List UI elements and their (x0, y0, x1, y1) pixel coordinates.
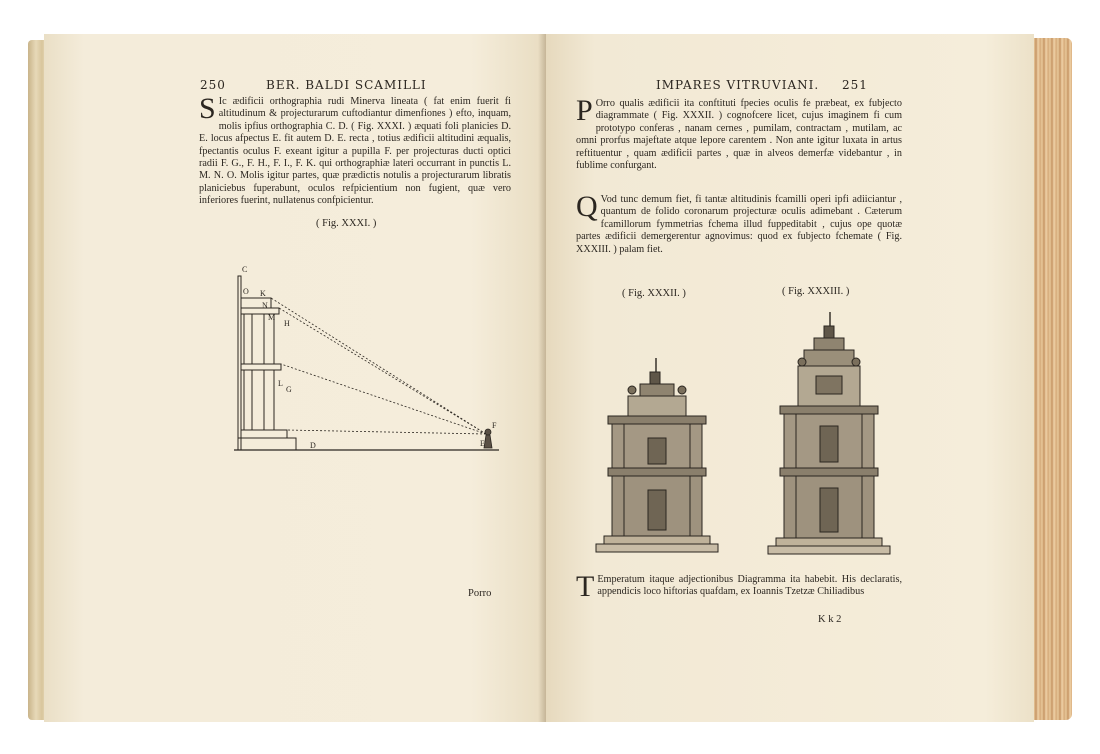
fig-letter-h: H (284, 319, 290, 328)
right-paragraph-1-text: Orro qualis ædificii ita conftituti fpecies oculis fe præbeat, ex fubjecto diagrammate ( Fig. XXXII. ) cognofcere licet, cujus imaginem fi cum prototypo conferas , nanam cernes , pumilam, contractam , mutilam, ac omni prorfus majeftate atque lepore carentem . Non ante igitur luxata in artus reftituentur , quam ædificii partes , quæ in alveos demerfæ videbantur , in fublime confurgant. (576, 98, 902, 172)
fig-letter-l: L (278, 379, 283, 388)
fig-letter-n: N (262, 301, 268, 310)
fig-letter-d: D (310, 441, 316, 450)
left-catchword: Porro (468, 588, 492, 599)
right-dropcap-q: Q (576, 190, 598, 223)
fig-xxxiii-caption: ( Fig. XXXIII. ) (782, 286, 850, 297)
right-paragraph-3-text: Emperatum itaque adjectionibus Diagramma ita habebit. His declaratis, appendicis loco hiftorias quafdam, ex Ioannis Tzetzæ Chiliadibus (597, 574, 902, 598)
fig-letter-g: G (286, 385, 292, 394)
right-page-edges (1032, 38, 1072, 720)
fig-xxxi-diagram (224, 236, 504, 456)
fig-letter-k: K (260, 289, 266, 298)
fig-letter-m: M (268, 313, 276, 322)
open-book (28, 34, 1072, 724)
right-paragraph-3 (576, 570, 902, 603)
fig-xxxi-caption: ( Fig. XXXI. ) (316, 218, 377, 229)
fig-xxxii-caption: ( Fig. XXXII. ) (622, 288, 686, 299)
right-paragraph-1 (576, 94, 902, 172)
fig-xxxii-tower (592, 352, 722, 558)
right-paragraph-2 (576, 190, 902, 256)
right-page-number: 251 (842, 78, 868, 92)
left-page (44, 34, 546, 722)
left-paragraph: Ic ædificii orthographia rudi Minerva lineata ( fat enim fuerit fi altitudinum & projecturarum cuftodiantur dimenfiones ) efto, inquam, molis ipfius orthographia C. D. ( Fig. XXXI. ) æquati foli planicies D. E. locus afpectus E. fit autem D. E. recta , totius ædificii altitudini æqualis, fpectantis oculus F. exeant igitur a pupilla F. per projecturas ducti optici radii F. G., F. H., F. I., F. K. qui orthographiæ lateri occurrant in punctis L. M. N. O. Molis igitur partes, quæ prædictis notulis a projecturarum libratis planiciebus fuperabunt, oculos refpicientium non fugient, quæ vero inferiores fuerint, nullatenus confpicientur. (199, 96, 511, 207)
left-paragraph-block (199, 92, 511, 208)
fig-letter-f: F (492, 421, 497, 430)
fig-letter-o: O (243, 287, 249, 296)
right-signature: K k 2 (818, 614, 842, 625)
right-paragraph-2-text: Vod tunc demum fiet, fi tantæ altitudinis fcamilli operi ipfi adiiciantur , quantum de folido coronarum projecturæ oculis adimebant . Cæterum fcamillorum fymmetrias fchema illud fuppeditabit , cujus ope quotæ partes ædificii demergerentur agnovimus: quod ex fubjecto fchemate ( Fig. XXXIII. ) palam fiet. (576, 194, 902, 255)
fig-xxxiii-tower (764, 310, 894, 558)
right-dropcap-t: T (576, 570, 595, 603)
right-page (546, 34, 1034, 722)
left-running-head: BER. BALDI SCAMILLI (266, 78, 427, 92)
left-dropcap: S (199, 92, 216, 125)
fig-letter-e: E (480, 439, 485, 448)
right-dropcap-p: P (576, 94, 593, 127)
right-running-head: IMPARES VITRUVIANI. (656, 78, 820, 92)
left-page-number: 250 (200, 78, 226, 92)
fig-letter-c: C (242, 265, 248, 274)
